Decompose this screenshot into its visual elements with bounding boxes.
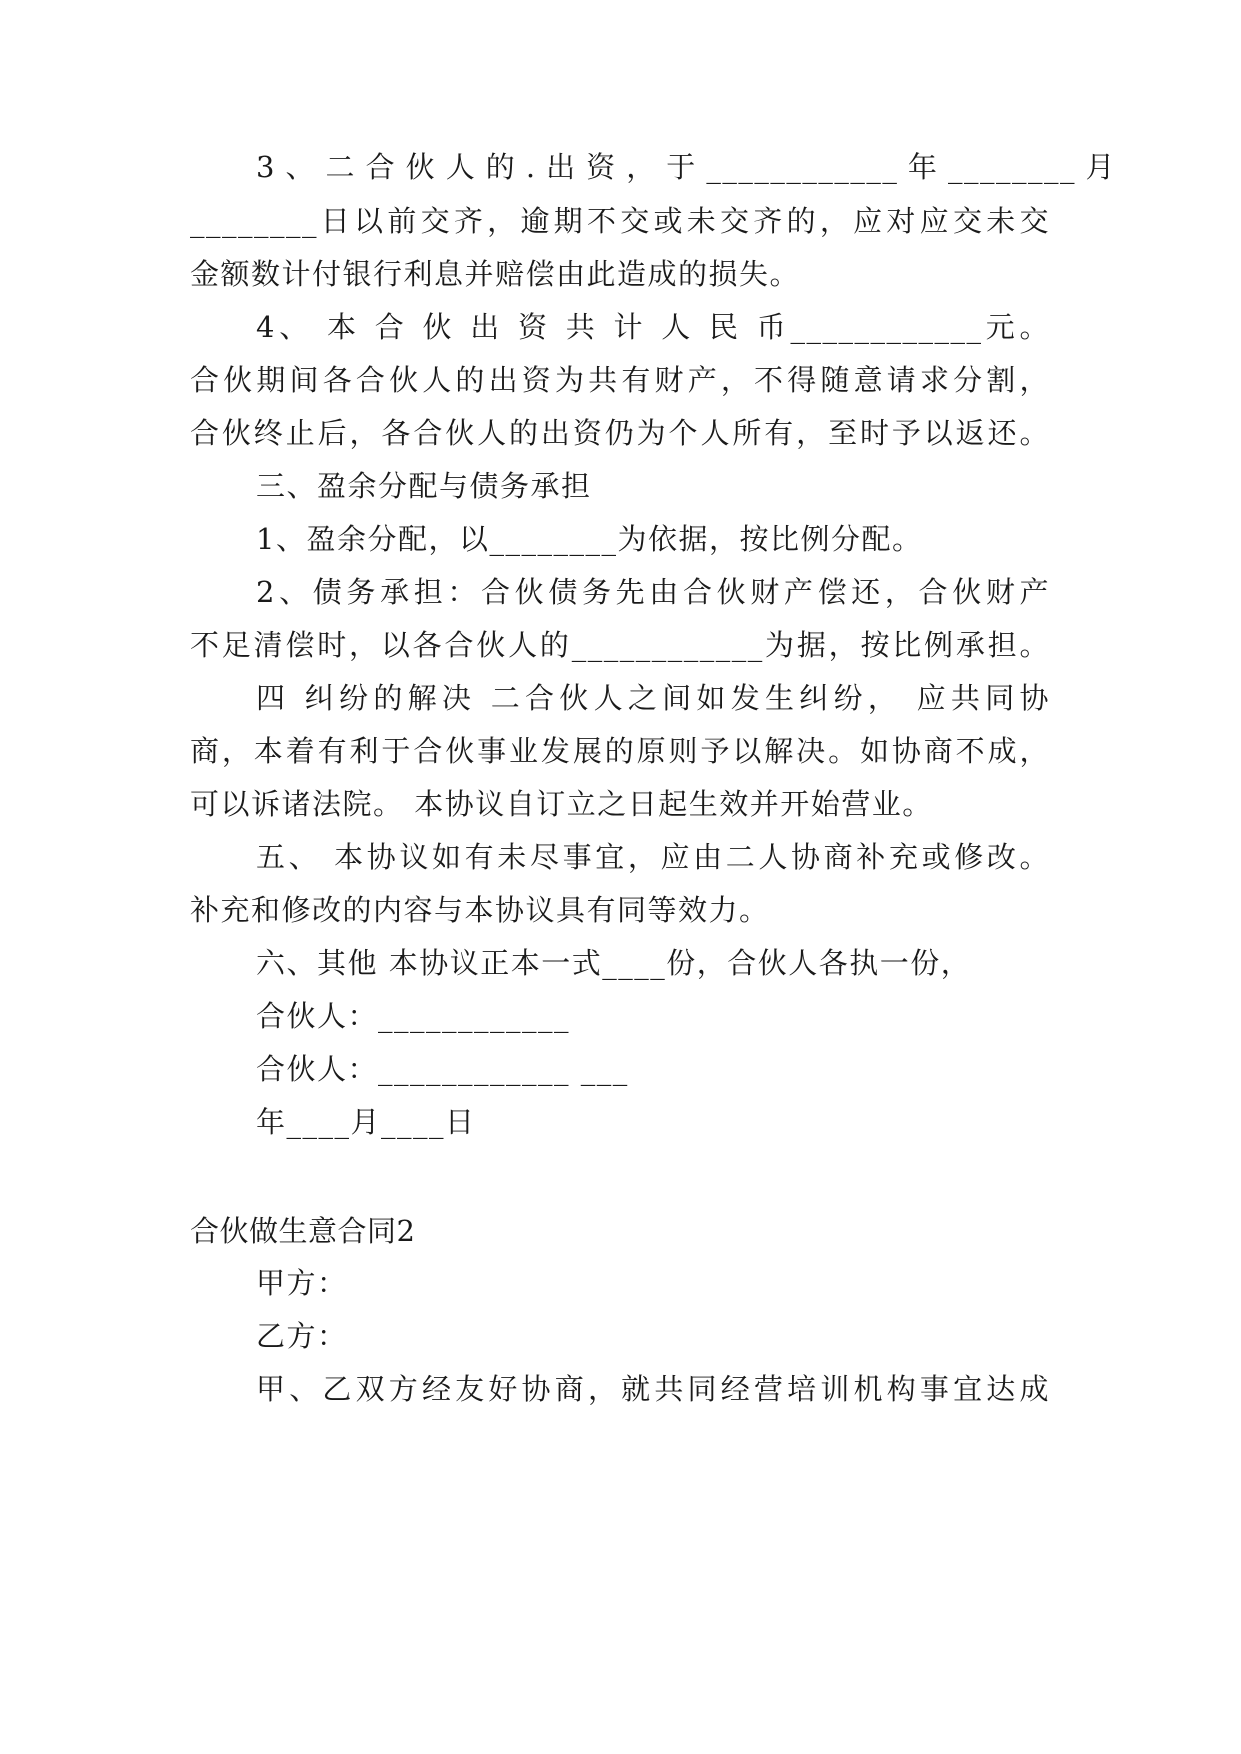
- paragraph-line: 合伙期间各合伙人的出资为共有财产，不得随意请求分割，: [190, 363, 1050, 397]
- section-heading: 三、盈余分配与债务承担: [256, 469, 592, 503]
- date-line: 年____月____日: [256, 1105, 476, 1139]
- paragraph-line: 不足清偿时，以各合伙人的____________为据，按比例承担。: [190, 628, 1050, 662]
- paragraph-line: 四 纠纷的解决 二合伙人之间如发生纠纷， 应共同协: [256, 681, 1050, 715]
- paragraph-line: 1、盈余分配，以________为依据，按比例分配。: [256, 522, 923, 556]
- party-b-label: 乙方：: [256, 1319, 348, 1353]
- paragraph-line: 金额数计付银行利息并赔偿由此造成的损失。: [190, 257, 801, 291]
- paragraph-line: 五、 本协议如有未尽事宜，应由二人协商补充或修改。: [256, 840, 1050, 874]
- paragraph-line: 甲、乙双方经友好协商，就共同经营培训机构事宜达成: [256, 1372, 1050, 1406]
- paragraph-line: 4、 本 合 伙 出 资 共 计 人 民 币____________元。: [256, 310, 1050, 344]
- paragraph-line: ________日以前交齐，逾期不交或未交齐的，应对应交未交: [190, 204, 1050, 238]
- paragraph-line: 3、二合伙人的.出资，于____________年________月: [256, 150, 1116, 184]
- paragraph-line: 合伙终止后，各合伙人的出资仍为个人所有，至时予以返还。: [190, 416, 1050, 450]
- paragraph-line: 可以诉诸法院。 本协议自订立之日起生效并开始营业。: [190, 787, 933, 821]
- paragraph-line: 2、债务承担：合伙债务先由合伙财产偿还，合伙财产: [256, 575, 1050, 609]
- paragraph-line: 商，本着有利于合伙事业发展的原则予以解决。如协商不成，: [190, 734, 1050, 768]
- party-a-label: 甲方：: [256, 1266, 348, 1300]
- paragraph-line: 六、其他 本协议正本一式____份，合伙人各执一份，: [256, 946, 972, 980]
- document-title: 合伙做生意合同2: [190, 1214, 416, 1248]
- signature-line: 合伙人：____________: [256, 999, 571, 1033]
- signature-line: 合伙人：____________ ___: [256, 1052, 629, 1086]
- paragraph-line: 补充和修改的内容与本协议具有同等效力。: [190, 893, 770, 927]
